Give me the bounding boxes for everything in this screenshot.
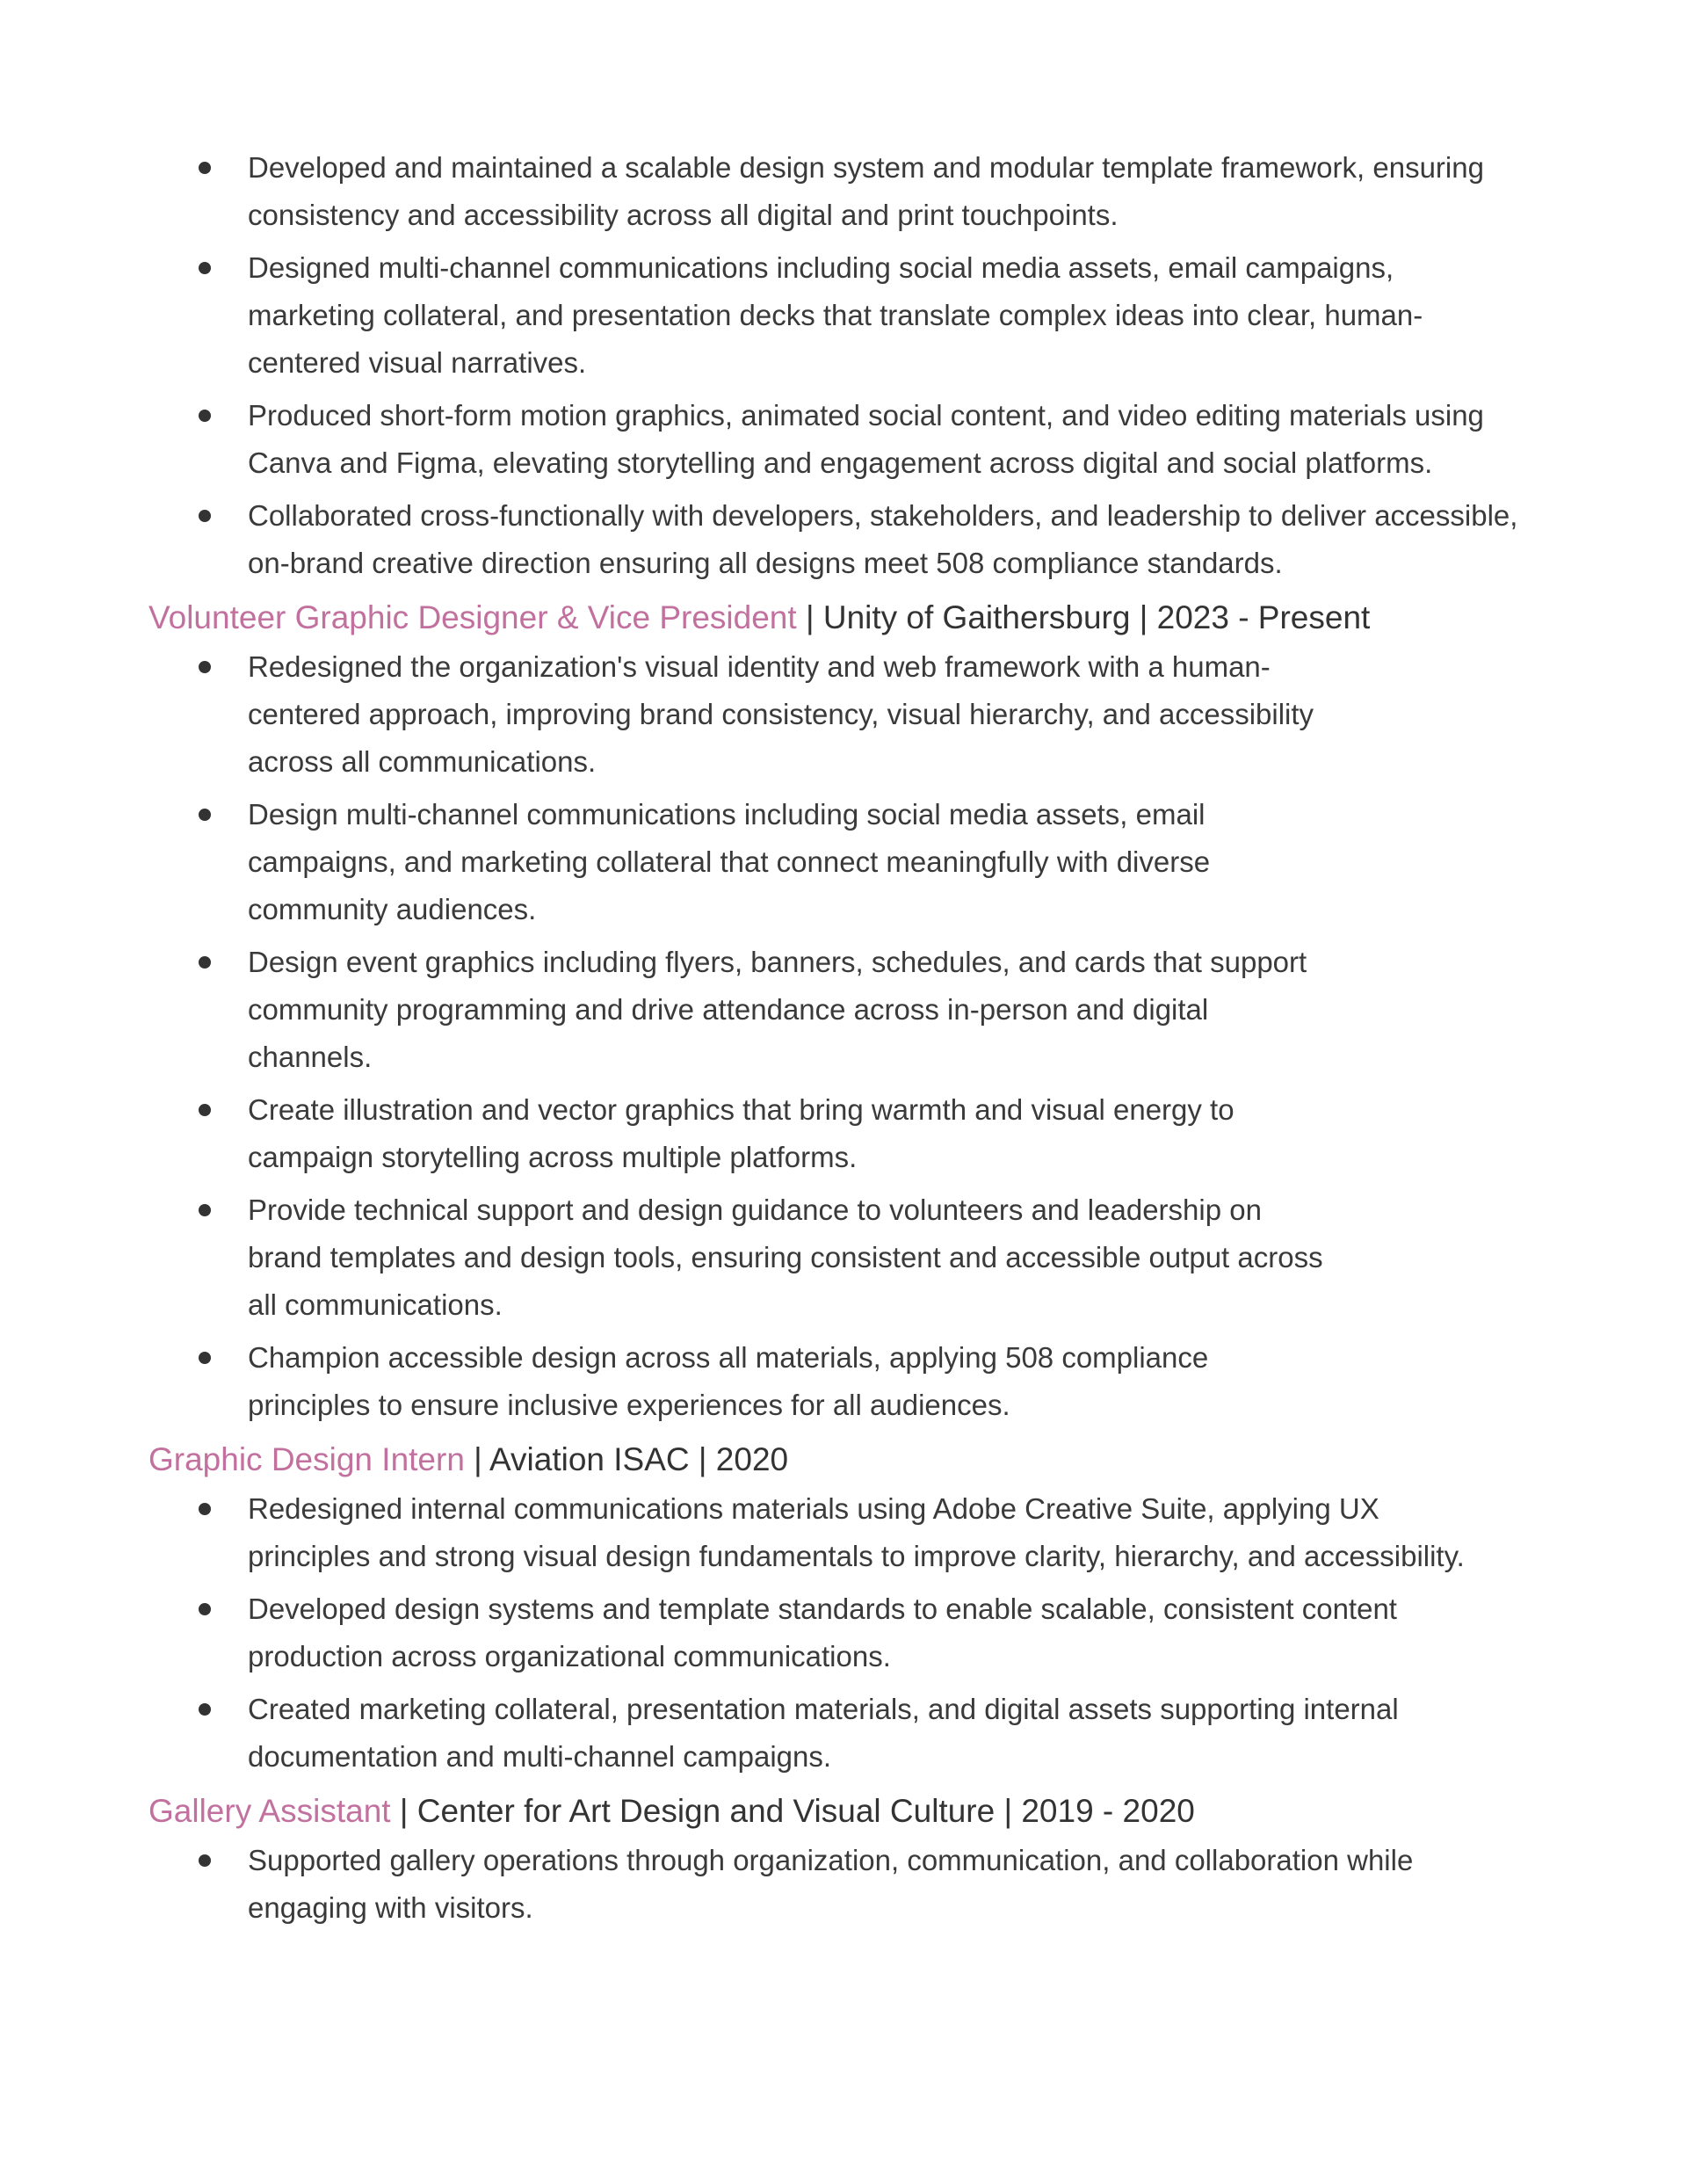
- bullet-text: Redesigned internal communications materials using Adobe Creative Suite, applying UX principles and strong visual design fundamentals to improve clarity, hierarchy, and accessibility.: [248, 1492, 1465, 1572]
- bullet-item: [148, 1686, 1572, 1781]
- bullet-item: [148, 1837, 1572, 1932]
- bullet-text: Champion accessible design across all materials, applying 508 compliance principles to ensure inclusive experiences for all audiences.: [248, 1341, 1209, 1421]
- aviation-bullet-list: [148, 1485, 1572, 1781]
- bullet-dot-icon: [199, 1503, 211, 1515]
- job-heading-aviation-isac: [148, 1438, 1572, 1482]
- bullet-item: [148, 1485, 1572, 1580]
- bullet-dot-icon: [199, 1703, 211, 1716]
- job-details: | Aviation ISAC | 2020: [464, 1441, 789, 1477]
- bullet-text: Supported gallery operations through organization, communication, and collaboration while engaging with visitors.: [248, 1844, 1414, 1924]
- job-details: | Unity of Gaithersburg | 2023 - Present: [796, 599, 1371, 635]
- bullet-item: [148, 392, 1572, 487]
- bullet-text: Designed multi-channel communications including social media assets, email campaigns, marketing collateral, and presentation decks that translate complex ideas into clear, human-centered visual narratives.: [248, 251, 1423, 379]
- bullet-item: [148, 791, 1572, 933]
- bullet-text: Collaborated cross-functionally with developers, stakeholders, and leadership to deliver accessible, on-brand creative direction ensuring all designs meet 508 compliance standards.: [248, 499, 1518, 579]
- bullet-text: Created marketing collateral, presentation materials, and digital assets supporting internal documentation and multi-channel campaigns.: [248, 1693, 1399, 1773]
- bullet-dot-icon: [199, 1603, 211, 1615]
- bullet-dot-icon: [199, 1352, 211, 1364]
- bullet-item: [148, 144, 1572, 239]
- bullet-dot-icon: [199, 1854, 211, 1867]
- bullet-text: Design event graphics including flyers, banners, schedules, and cards that support community programming and drive attendance across in-person and digital channels.: [248, 946, 1307, 1073]
- bullet-item: [148, 939, 1572, 1081]
- bullet-text: Produced short-form motion graphics, animated social content, and video editing materials using Canva and Figma, elevating storytelling and engagement across digital and social platforms.: [248, 399, 1484, 479]
- job-details: | Center for Art Design and Visual Culture | 2019 - 2020: [390, 1793, 1195, 1829]
- bullet-item: [148, 1186, 1572, 1329]
- job-role: Graphic Design Intern: [148, 1441, 465, 1477]
- bullet-item: [148, 643, 1572, 786]
- bullet-dot-icon: [199, 162, 211, 174]
- job-role: Volunteer Graphic Designer & Vice President: [148, 599, 797, 635]
- job-role: Gallery Assistant: [148, 1793, 391, 1829]
- resume-content: [148, 144, 1572, 1937]
- bullet-item: [148, 244, 1572, 387]
- intro-bullet-list: [148, 144, 1572, 587]
- gallery-bullet-list: [148, 1837, 1572, 1932]
- bullet-text: Create illustration and vector graphics that bring warmth and visual energy to campaign storytelling across multiple platforms.: [248, 1093, 1234, 1173]
- bullet-dot-icon: [199, 410, 211, 422]
- bullet-item: [148, 1334, 1572, 1429]
- bullet-text: Design multi-channel communications including social media assets, email campaigns, and marketing collateral that connect meaningfully with diverse community audiences.: [248, 798, 1211, 925]
- bullet-item: [148, 1585, 1572, 1680]
- bullet-text: Redesigned the organization's visual identity and web framework with a human-centered approach, improving brand consistency, visual hierarchy, and accessibility across all communications.: [248, 650, 1314, 778]
- bullet-dot-icon: [199, 956, 211, 969]
- bullet-dot-icon: [199, 1204, 211, 1216]
- bullet-dot-icon: [199, 1104, 211, 1116]
- bullet-dot-icon: [199, 510, 211, 522]
- bullet-text: Developed and maintained a scalable design system and modular template framework, ensuring consistency and accessibility across all digital and print touchpoints.: [248, 151, 1484, 231]
- job-heading-unity: [148, 596, 1572, 640]
- unity-bullet-list: [148, 643, 1572, 1429]
- bullet-item: [148, 1086, 1572, 1181]
- bullet-item: [148, 492, 1572, 587]
- bullet-dot-icon: [199, 809, 211, 821]
- bullet-text: Developed design systems and template standards to enable scalable, consistent content production across organizational communications.: [248, 1593, 1397, 1672]
- bullet-text: Provide technical support and design guidance to volunteers and leadership on brand templates and design tools, ensuring consistent and accessible output across all communications.: [248, 1194, 1323, 1321]
- bullet-dot-icon: [199, 661, 211, 673]
- job-heading-gallery: [148, 1789, 1572, 1833]
- bullet-dot-icon: [199, 262, 211, 274]
